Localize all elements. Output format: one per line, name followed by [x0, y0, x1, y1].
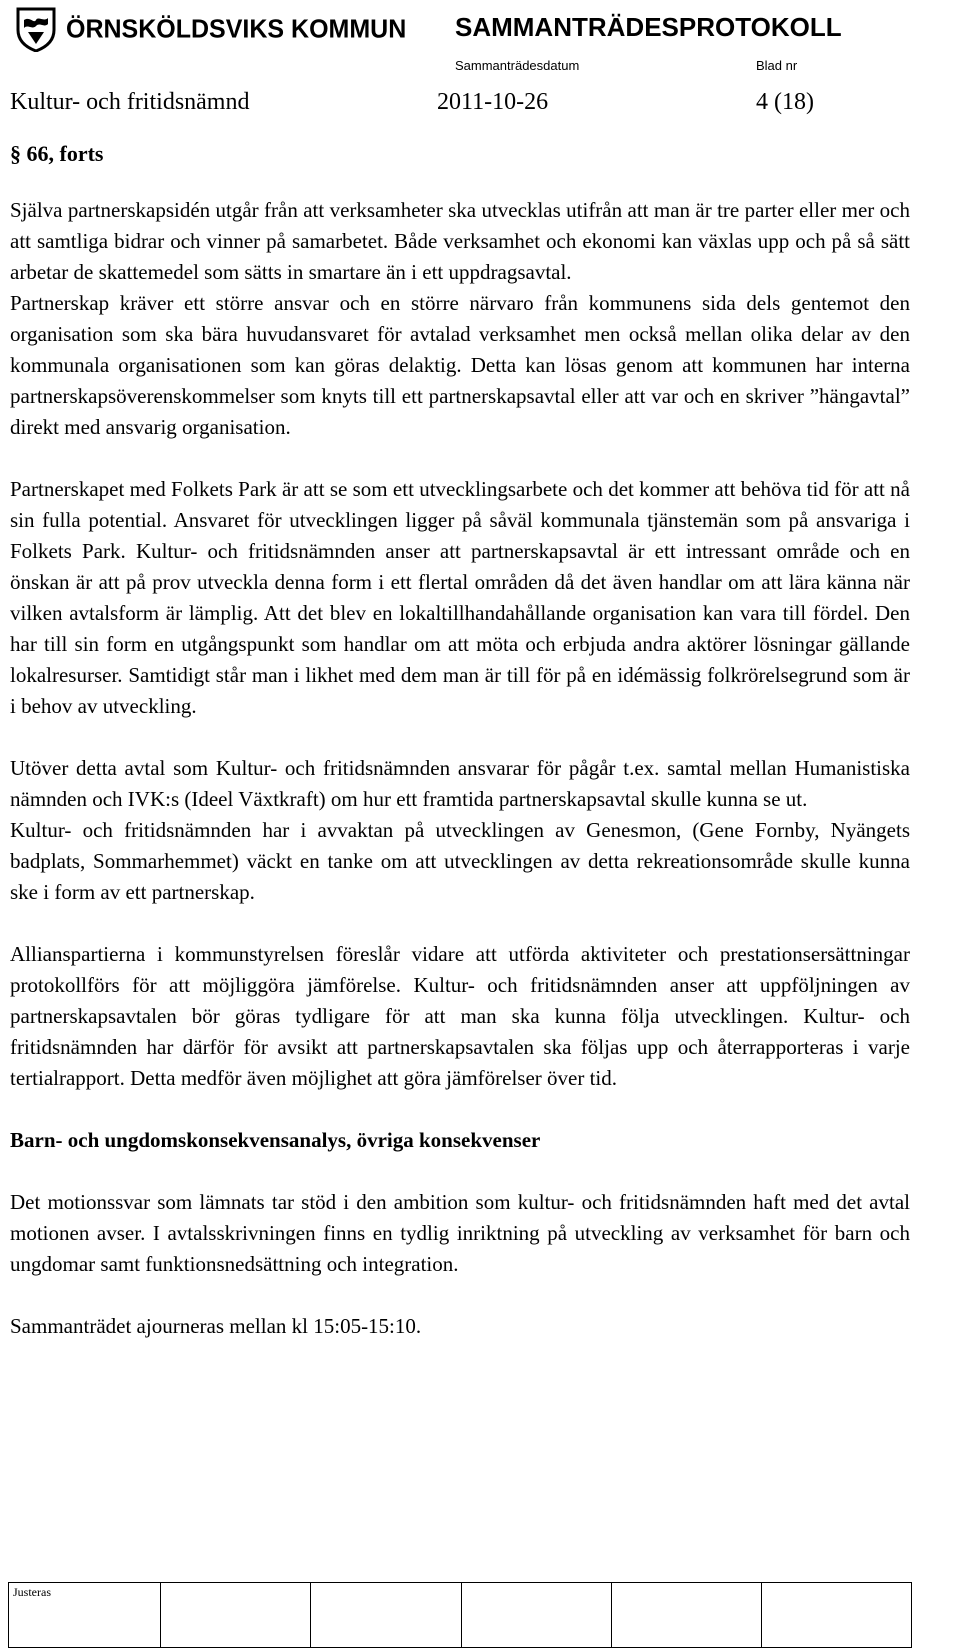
org-name: ÖRNSKÖLDSVIKS KOMMUN — [66, 13, 407, 44]
signature-cell — [761, 1583, 911, 1648]
committee-name: Kultur- och fritidsnämnd — [10, 89, 250, 115]
page-number: 4 (18) — [756, 89, 814, 115]
municipal-crest-icon — [14, 6, 58, 52]
signature-cell — [461, 1583, 611, 1648]
signature-cell — [161, 1583, 311, 1648]
subheading: Barn- och ungdomskonsekvensanalys, övriga konsekvenser — [10, 1128, 541, 1152]
municipality-logo — [14, 6, 406, 52]
date-label: Sammanträdesdatum — [455, 58, 580, 73]
page-label: Blad nr — [756, 58, 798, 73]
paragraph: Allianspartierna i kommunstyrelsen föreslår vidare att utförda aktiviteter och prestationsersättningar protokollförs för att möjliggöra jämförelse. Kultur- och fritidsnämnden anser att uppföljningen av partnerskapsavtalen bör göras tydligare för att man ska kunna följa utvecklingen. Kultur- och fritidsnämnden har därför för avsikt att partnerskapsavtalen ska följas upp och återrapporteras i varje tertialrapport. Detta medför även möjlighet att göra jämförelser över tid. — [10, 942, 910, 1090]
paragraph: Partnerskapet med Folkets Park är att se som ett utvecklingsarbete och det kommer att behöva tid för att nå sin fulla potential. Ansvaret för utvecklingen ligger på såväl kommunala tjänstemän som på ansvariga i Folkets Park. Kultur- och fritidsnämnden anser att partnerskapsavtal är ett intressant område och en önskan är att på prov utveckla denna form i ett flertal områden då det även handlar om att lära känna när vilken avtalsform är lämplig. Att det blev en lokaltillhandahållande organisation kan vara till fördel. Den har till sin form en utgångspunkt som handlar om att möta och erbjuda andra aktörer lösningar gällande lokalresurser. Samtidigt står man i likhet med dem man är till för på en idémässig folkrörelsegrund som är i behov av utveckling. — [10, 477, 910, 718]
paragraph: Sammanträdet ajourneras mellan kl 15:05-15:10. — [10, 1314, 422, 1338]
paragraph: Det motionssvar som lämnats tar stöd i den ambition som kultur- och fritidsnämnden haft med det avtal motionen avser. I avtalsskrivningen finns en tydlig inriktning på utveckling av verksamhet för barn och ungdomar samt funktionsnedsättning och integration. — [10, 1190, 910, 1276]
paragraph: Partnerskap kräver ett större ansvar och en större närvaro från kommunens sida dels gentemot den organisation som ska bära huvudansvaret för avtalad verksamhet men också mellan olika delar av den kommunala organisationen som kan göras delaktig. Detta kan lösas genom att kommunen har interna partnerskapsöverenskommelser som knyts till ett partnerskapsavtal eller att var och en skriver ”hängavtal” direkt med ansvarig organisation. — [10, 291, 910, 439]
paragraph: Själva partnerskapsidén utgår från att verksamheter ska utvecklas utifrån att man är tre parter eller mer och att samtliga bidrar och vinner på samarbetet. Både verksamhet och ekonomi kan växlas upp och på så sätt arbetar de skattemedel som sätts in smartare än i ett uppdragsavtal. — [10, 198, 910, 284]
signature-cell — [611, 1583, 761, 1648]
meeting-date: 2011-10-26 — [437, 89, 549, 115]
section-heading: § 66, forts — [10, 141, 104, 166]
signature-cell — [311, 1583, 461, 1648]
signature-label: Justeras — [13, 1585, 51, 1599]
signature-cell — [9, 1583, 161, 1648]
paragraph: Kultur- och fritidsnämnden har i avvaktan på utvecklingen av Genesmon, (Gene Fornby, Nyängets badplats, Sommarhemmet) väckt en tanke om att utvecklingen av detta rekreationsområde skulle kunna ske i form av ett partnerskap. — [10, 818, 910, 904]
paragraph: Utöver detta avtal som Kultur- och fritidsnämnden ansvarar för pågår t.ex. samtal mellan Humanistiska nämnden och IVK:s (Ideel Växtkraft) om hur ett framtida partnerskapsavtal skulle kunna se ut. — [10, 756, 910, 811]
signature-table — [8, 1582, 912, 1648]
document-body — [10, 138, 910, 1342]
document-title: SAMMANTRÄDESPROTOKOLL — [455, 12, 842, 42]
